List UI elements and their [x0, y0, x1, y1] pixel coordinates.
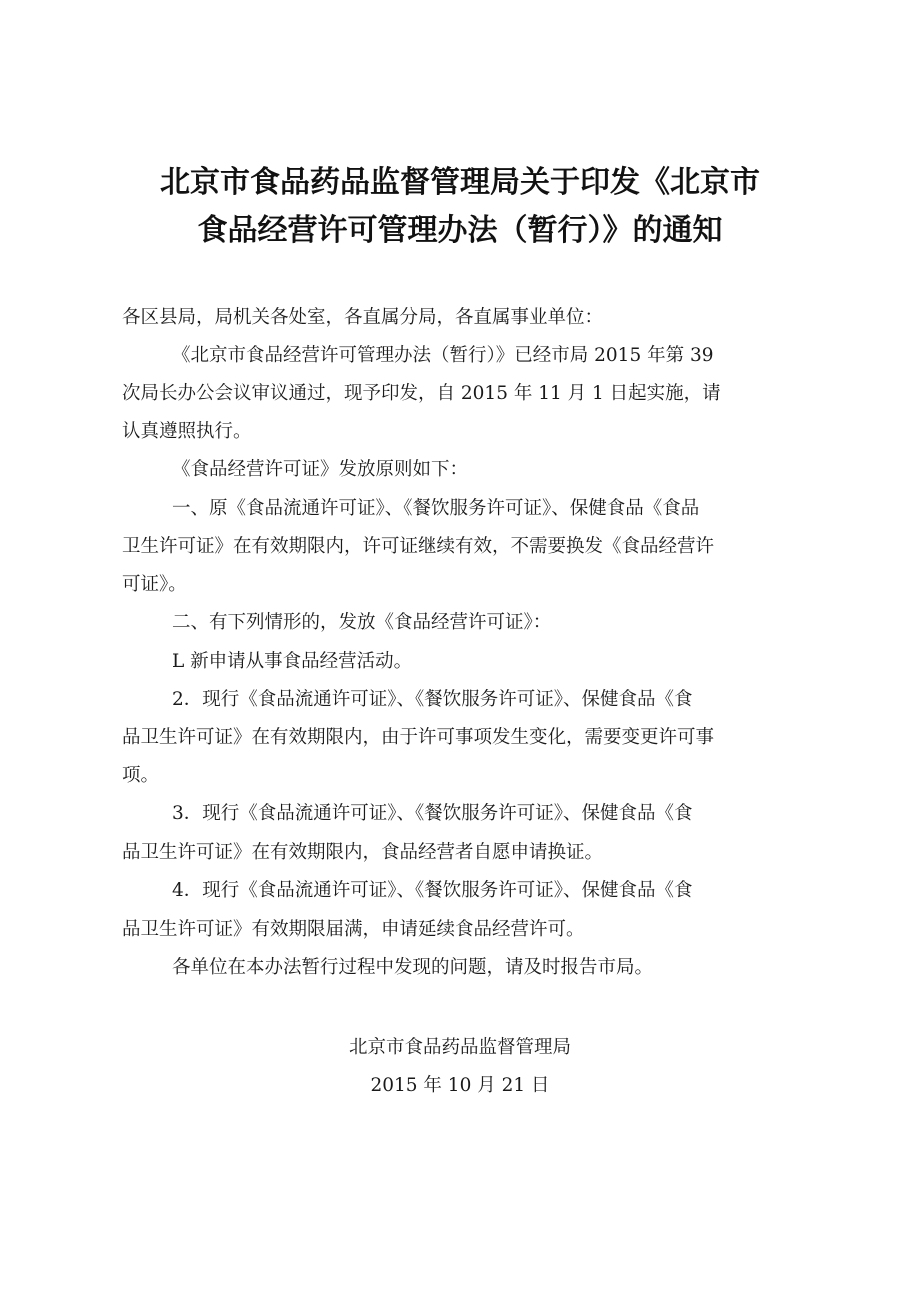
- sub-item-4-line-1: 4．现行《食品流通许可证》、《餐饮服务许可证》、保健食品《食: [172, 880, 693, 901]
- item-1-line-3: 可证》。: [122, 574, 187, 595]
- sub-item-2-line-3: 项。: [122, 765, 160, 786]
- closing-paragraph: 各单位在本办法暂行过程中发现的问题，请及时报告市局。: [172, 957, 654, 978]
- salutation: 各区县局，局机关各处室，各直属分局，各直属事业单位：: [122, 307, 604, 328]
- item-1-line-1: 一、原《食品流通许可证》、《餐饮服务许可证》、保健食品《食品: [172, 498, 700, 519]
- paragraph-2: 《食品经营许可证》发放原则如下：: [172, 459, 469, 480]
- sub-item-2-line-2: 品卫生许可证》在有效期限内，由于许可事项发生变化，需要变更许可事: [122, 727, 715, 748]
- sub-item-3-line-2: 品卫生许可证》在有效期限内，食品经营者自愿申请换证。: [122, 842, 604, 863]
- item-2: 二、有下列情形的，发放《食品经营许可证》：: [172, 612, 552, 633]
- paragraph-1-line-1: 《北京市食品经营许可管理办法（暂行）》已经市局 2015 年第 39: [172, 345, 714, 366]
- sub-item-1: L 新申请从事食品经营活动。: [172, 651, 413, 672]
- paragraph-1-line-2: 次局长办公会议审议通过，现予印发，自 2015 年 11 月 1 日起实施，请: [122, 383, 721, 404]
- paragraph-1-line-3: 认真遵照执行。: [122, 421, 252, 442]
- sub-item-2-line-1: 2．现行《食品流通许可证》、《餐饮服务许可证》、保健食品《食: [172, 689, 693, 710]
- document-title-line-1: 北京市食品药品监督管理局关于印发《北京市: [160, 165, 760, 200]
- issue-date: 2015 年 10 月 21 日: [370, 1075, 550, 1096]
- issuer-signature: 北京市食品药品监督管理局: [348, 1037, 571, 1058]
- document-title-line-2: 食品经营许可管理办法（暂行）》的通知: [197, 213, 723, 248]
- sub-item-3-line-1: 3．现行《食品流通许可证》、《餐饮服务许可证》、保健食品《食: [172, 803, 693, 824]
- item-1-line-2: 卫生许可证》在有效期限内，许可证继续有效，不需要换发《食品经营许: [122, 536, 715, 557]
- sub-item-4-line-2: 品卫生许可证》有效期限届满，申请延续食品经营许可。: [122, 919, 585, 940]
